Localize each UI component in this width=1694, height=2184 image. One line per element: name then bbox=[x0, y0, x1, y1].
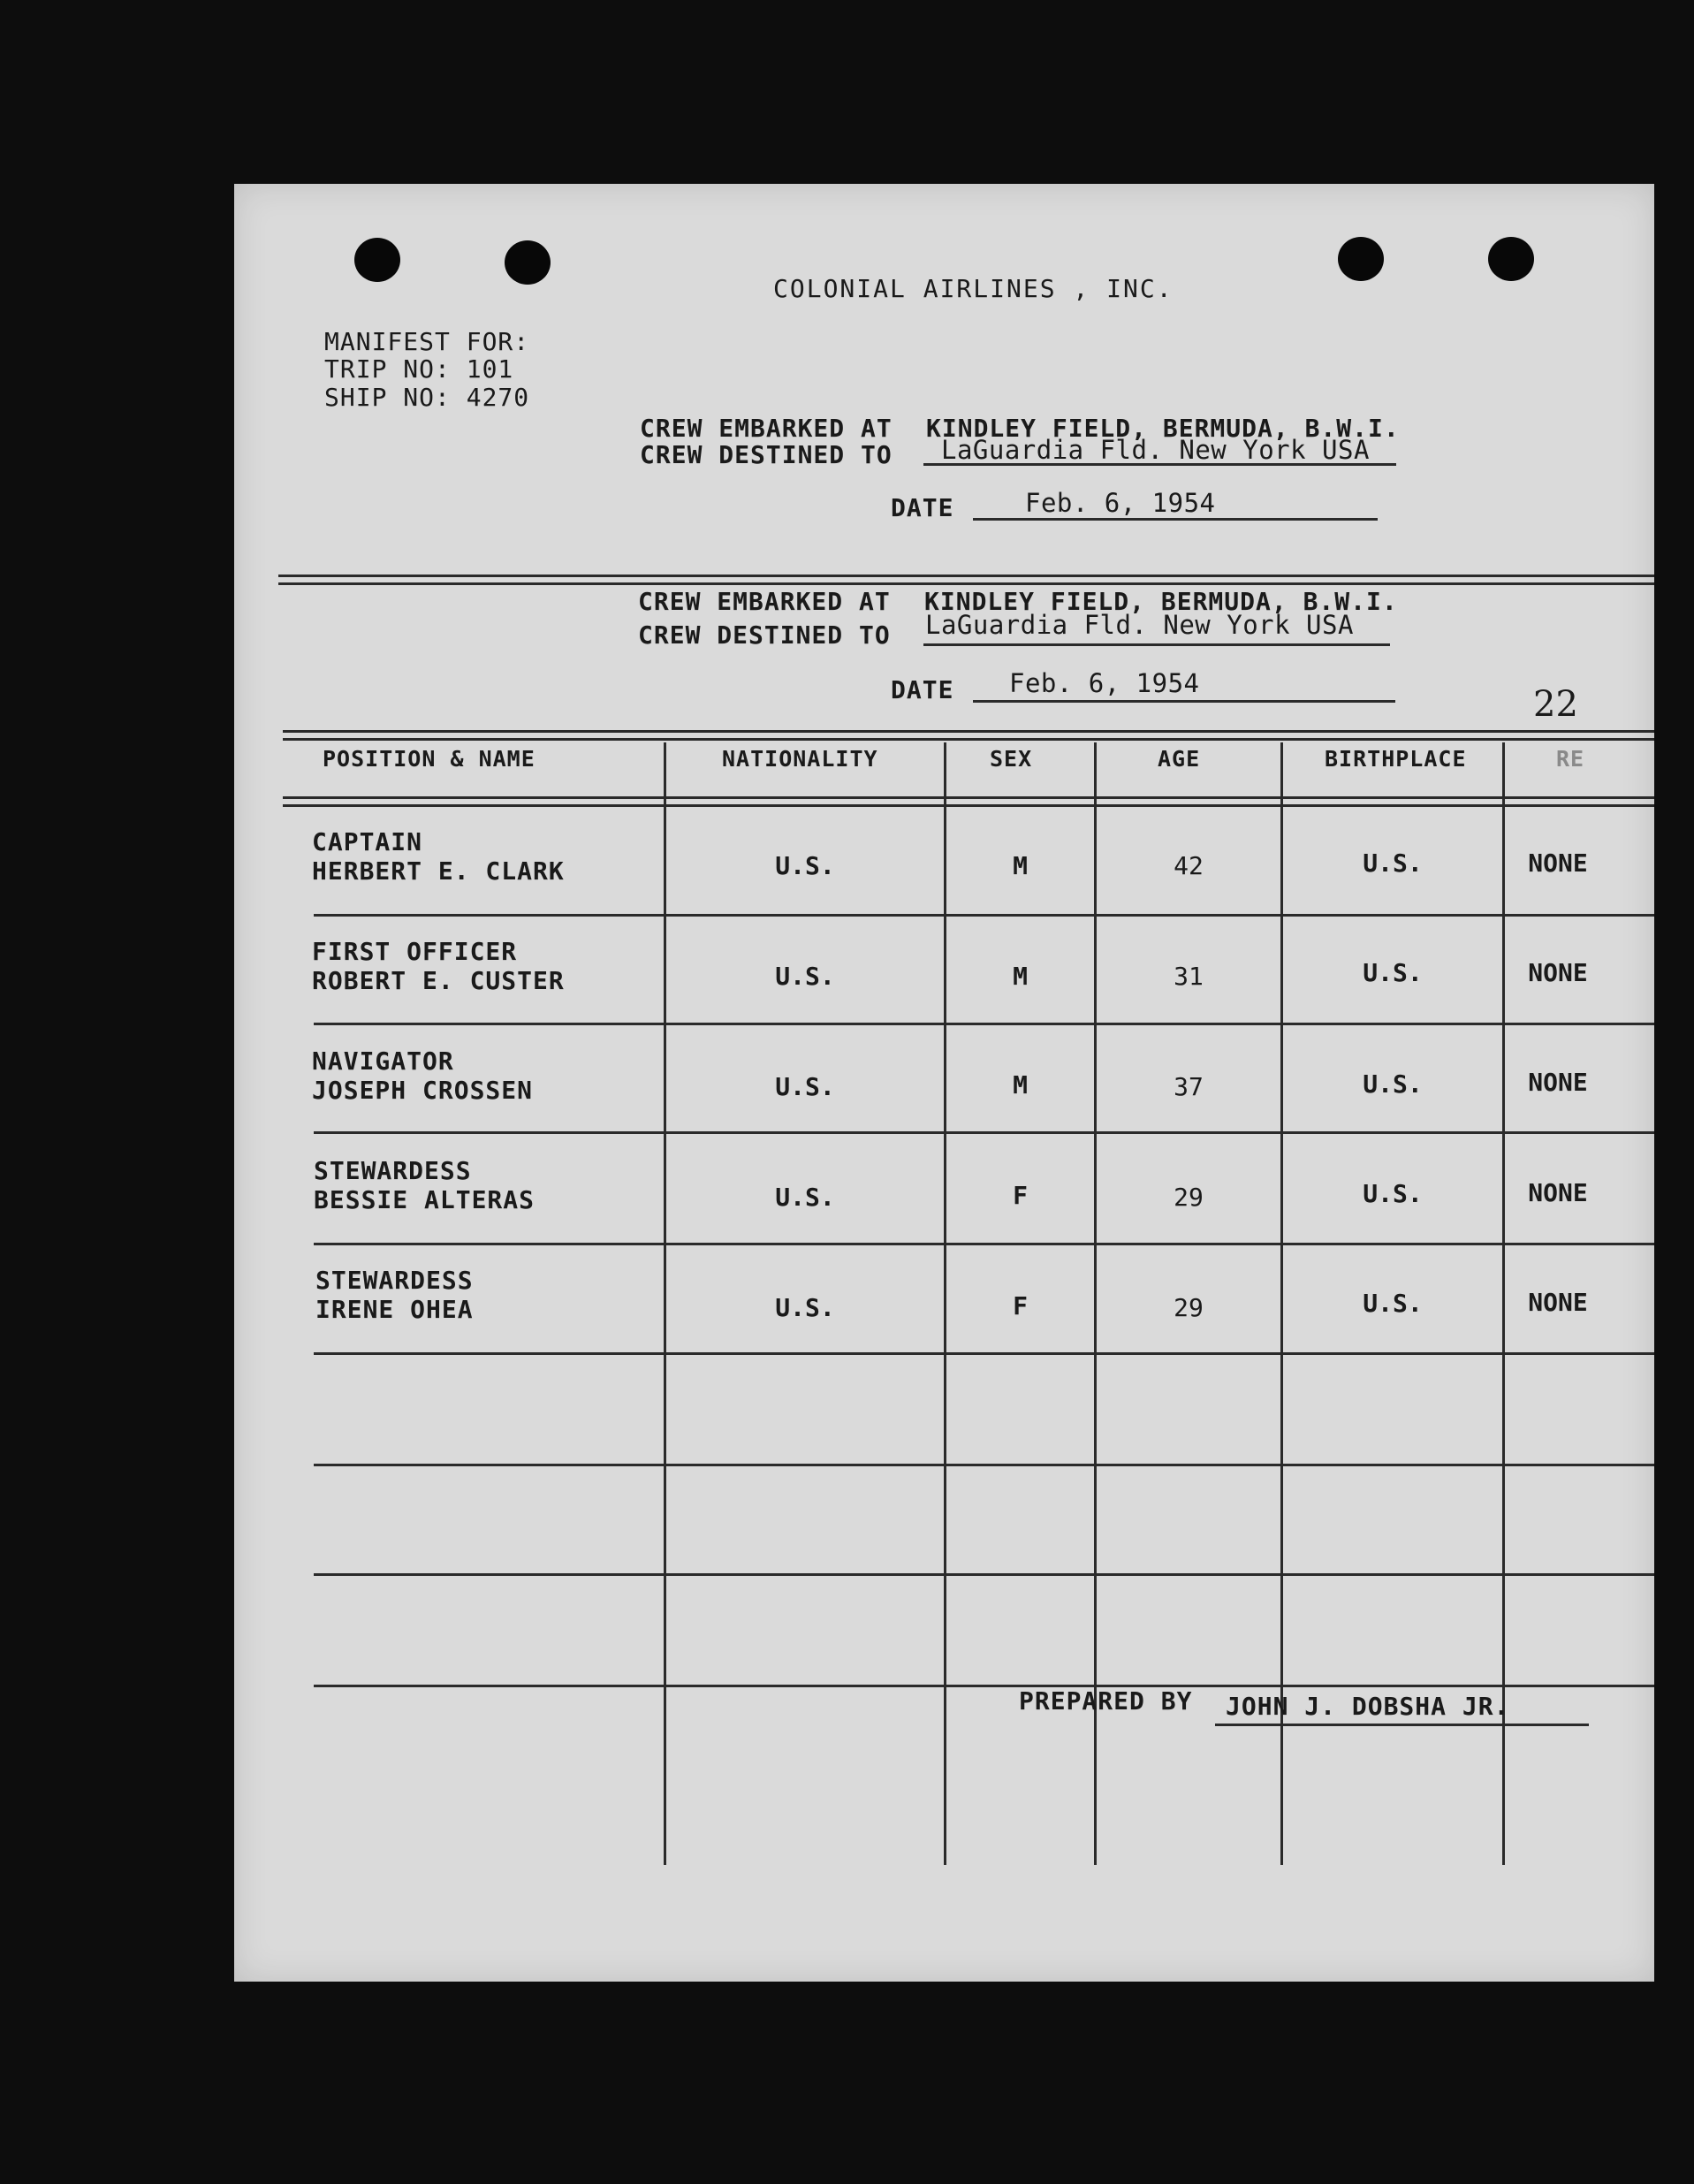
row2-nationality: U.S. bbox=[775, 962, 835, 991]
row1-age: 42 bbox=[1174, 851, 1204, 880]
section-separator bbox=[278, 575, 1654, 585]
row-rule-4 bbox=[314, 1243, 1654, 1245]
row-rule-7 bbox=[314, 1573, 1654, 1576]
row-rule-3 bbox=[314, 1131, 1654, 1134]
row1-birthplace: U.S. bbox=[1363, 848, 1423, 878]
row2-position: FIRST OFFICER bbox=[312, 937, 518, 966]
row4-position-name bbox=[314, 1156, 535, 1214]
row2-name: ROBERT E. CUSTER bbox=[312, 966, 565, 995]
row3-position-name bbox=[312, 1046, 533, 1105]
row4-position: STEWARDESS bbox=[314, 1156, 472, 1185]
row5-remarks: NONE bbox=[1528, 1288, 1588, 1317]
row3-position: NAVIGATOR bbox=[312, 1046, 454, 1076]
row2-position-name bbox=[312, 937, 565, 995]
row-rule-1 bbox=[314, 914, 1654, 917]
row-rule-2 bbox=[314, 1023, 1654, 1025]
prepared-by-underline bbox=[1215, 1724, 1589, 1726]
block2-date-underline bbox=[973, 700, 1395, 703]
row-rule-5 bbox=[314, 1352, 1654, 1355]
block1-embarked-value: KINDLEY FIELD, BERMUDA, B.W.I. bbox=[926, 414, 1400, 443]
row2-sex: M bbox=[1013, 962, 1028, 991]
row3-nationality: U.S. bbox=[775, 1072, 835, 1101]
row-rule-6 bbox=[314, 1464, 1654, 1466]
trip-line bbox=[324, 354, 513, 384]
table-top-rule bbox=[283, 730, 1654, 741]
block2-destined-underline bbox=[923, 643, 1390, 646]
row3-remarks: NONE bbox=[1528, 1068, 1588, 1097]
row5-age: 29 bbox=[1174, 1293, 1204, 1322]
block1-destined-label: CREW DESTINED TO bbox=[640, 440, 893, 469]
block1-date-underline bbox=[973, 518, 1378, 521]
row4-remarks: NONE bbox=[1528, 1178, 1588, 1207]
trip-label: TRIP NO: bbox=[324, 354, 451, 384]
row-rule-8 bbox=[314, 1685, 1654, 1687]
row5-nationality: U.S. bbox=[775, 1293, 835, 1322]
block2-destined-label: CREW DESTINED TO bbox=[638, 620, 891, 650]
row3-name: JOSEPH CROSSEN bbox=[312, 1076, 534, 1105]
header-remarks: RE bbox=[1556, 746, 1585, 772]
row5-position: STEWARDESS bbox=[315, 1266, 474, 1295]
ship-number: 4270 bbox=[466, 383, 530, 412]
row5-sex: F bbox=[1013, 1291, 1028, 1320]
row4-name: BESSIE ALTERAS bbox=[314, 1185, 536, 1214]
block1-destined-value: LaGuardia Fld. New York USA bbox=[941, 435, 1370, 465]
manifest-for-label: MANIFEST FOR: bbox=[324, 327, 530, 356]
header-birthplace: BIRTHPLACE bbox=[1325, 746, 1467, 772]
header-position-name: POSITION & NAME bbox=[323, 746, 536, 772]
row1-name: HERBERT E. CLARK bbox=[312, 856, 565, 886]
header-sex: SEX bbox=[990, 746, 1033, 772]
row1-position-name bbox=[312, 827, 565, 886]
prepared-by-label: PREPARED BY bbox=[1019, 1686, 1193, 1716]
punch-hole-1 bbox=[354, 238, 400, 282]
ship-line bbox=[324, 383, 529, 412]
row4-sex: F bbox=[1013, 1181, 1028, 1210]
ship-label: SHIP NO: bbox=[324, 383, 451, 412]
block2-destined-value: LaGuardia Fld. New York USA bbox=[925, 610, 1354, 640]
row1-nationality: U.S. bbox=[775, 851, 835, 880]
block1-date-label: DATE bbox=[891, 493, 954, 522]
row2-birthplace: U.S. bbox=[1363, 958, 1423, 987]
row4-birthplace: U.S. bbox=[1363, 1179, 1423, 1208]
punch-hole-2 bbox=[505, 240, 551, 285]
punch-hole-4 bbox=[1488, 237, 1534, 281]
block1-destined-underline bbox=[923, 463, 1396, 466]
row1-sex: M bbox=[1013, 851, 1028, 880]
row4-age: 29 bbox=[1174, 1183, 1204, 1212]
punch-hole-3 bbox=[1338, 237, 1384, 281]
trip-number: 101 bbox=[466, 354, 514, 384]
block1-embarked-label: CREW EMBARKED AT bbox=[640, 414, 893, 443]
page-number: 22 bbox=[1533, 684, 1578, 725]
row5-name: IRENE OHEA bbox=[315, 1295, 474, 1324]
manifest-page bbox=[234, 184, 1654, 1982]
row4-nationality: U.S. bbox=[775, 1183, 835, 1212]
row5-birthplace: U.S. bbox=[1363, 1289, 1423, 1318]
row3-sex: M bbox=[1013, 1070, 1028, 1100]
block2-date-value: Feb. 6, 1954 bbox=[1009, 668, 1200, 698]
company-name: COLONIAL AIRLINES , INC. bbox=[773, 274, 1174, 303]
row3-age: 37 bbox=[1174, 1072, 1204, 1101]
block2-embarked-value: KINDLEY FIELD, BERMUDA, B.W.I. bbox=[924, 587, 1398, 616]
block2-embarked-label: CREW EMBARKED AT bbox=[638, 587, 891, 616]
prepared-by-name: JOHN J. DOBSHA JR. bbox=[1226, 1692, 1510, 1721]
header-nationality: NATIONALITY bbox=[722, 746, 878, 772]
row2-age: 31 bbox=[1174, 962, 1204, 991]
header-age: AGE bbox=[1158, 746, 1201, 772]
row3-birthplace: U.S. bbox=[1363, 1069, 1423, 1099]
row1-remarks: NONE bbox=[1528, 848, 1588, 878]
block2-date-label: DATE bbox=[891, 675, 954, 704]
row5-position-name bbox=[315, 1266, 474, 1324]
row1-position: CAPTAIN bbox=[312, 827, 423, 856]
block1-date-value: Feb. 6, 1954 bbox=[1025, 488, 1216, 518]
row2-remarks: NONE bbox=[1528, 958, 1588, 987]
header-bottom-rule bbox=[283, 796, 1654, 807]
